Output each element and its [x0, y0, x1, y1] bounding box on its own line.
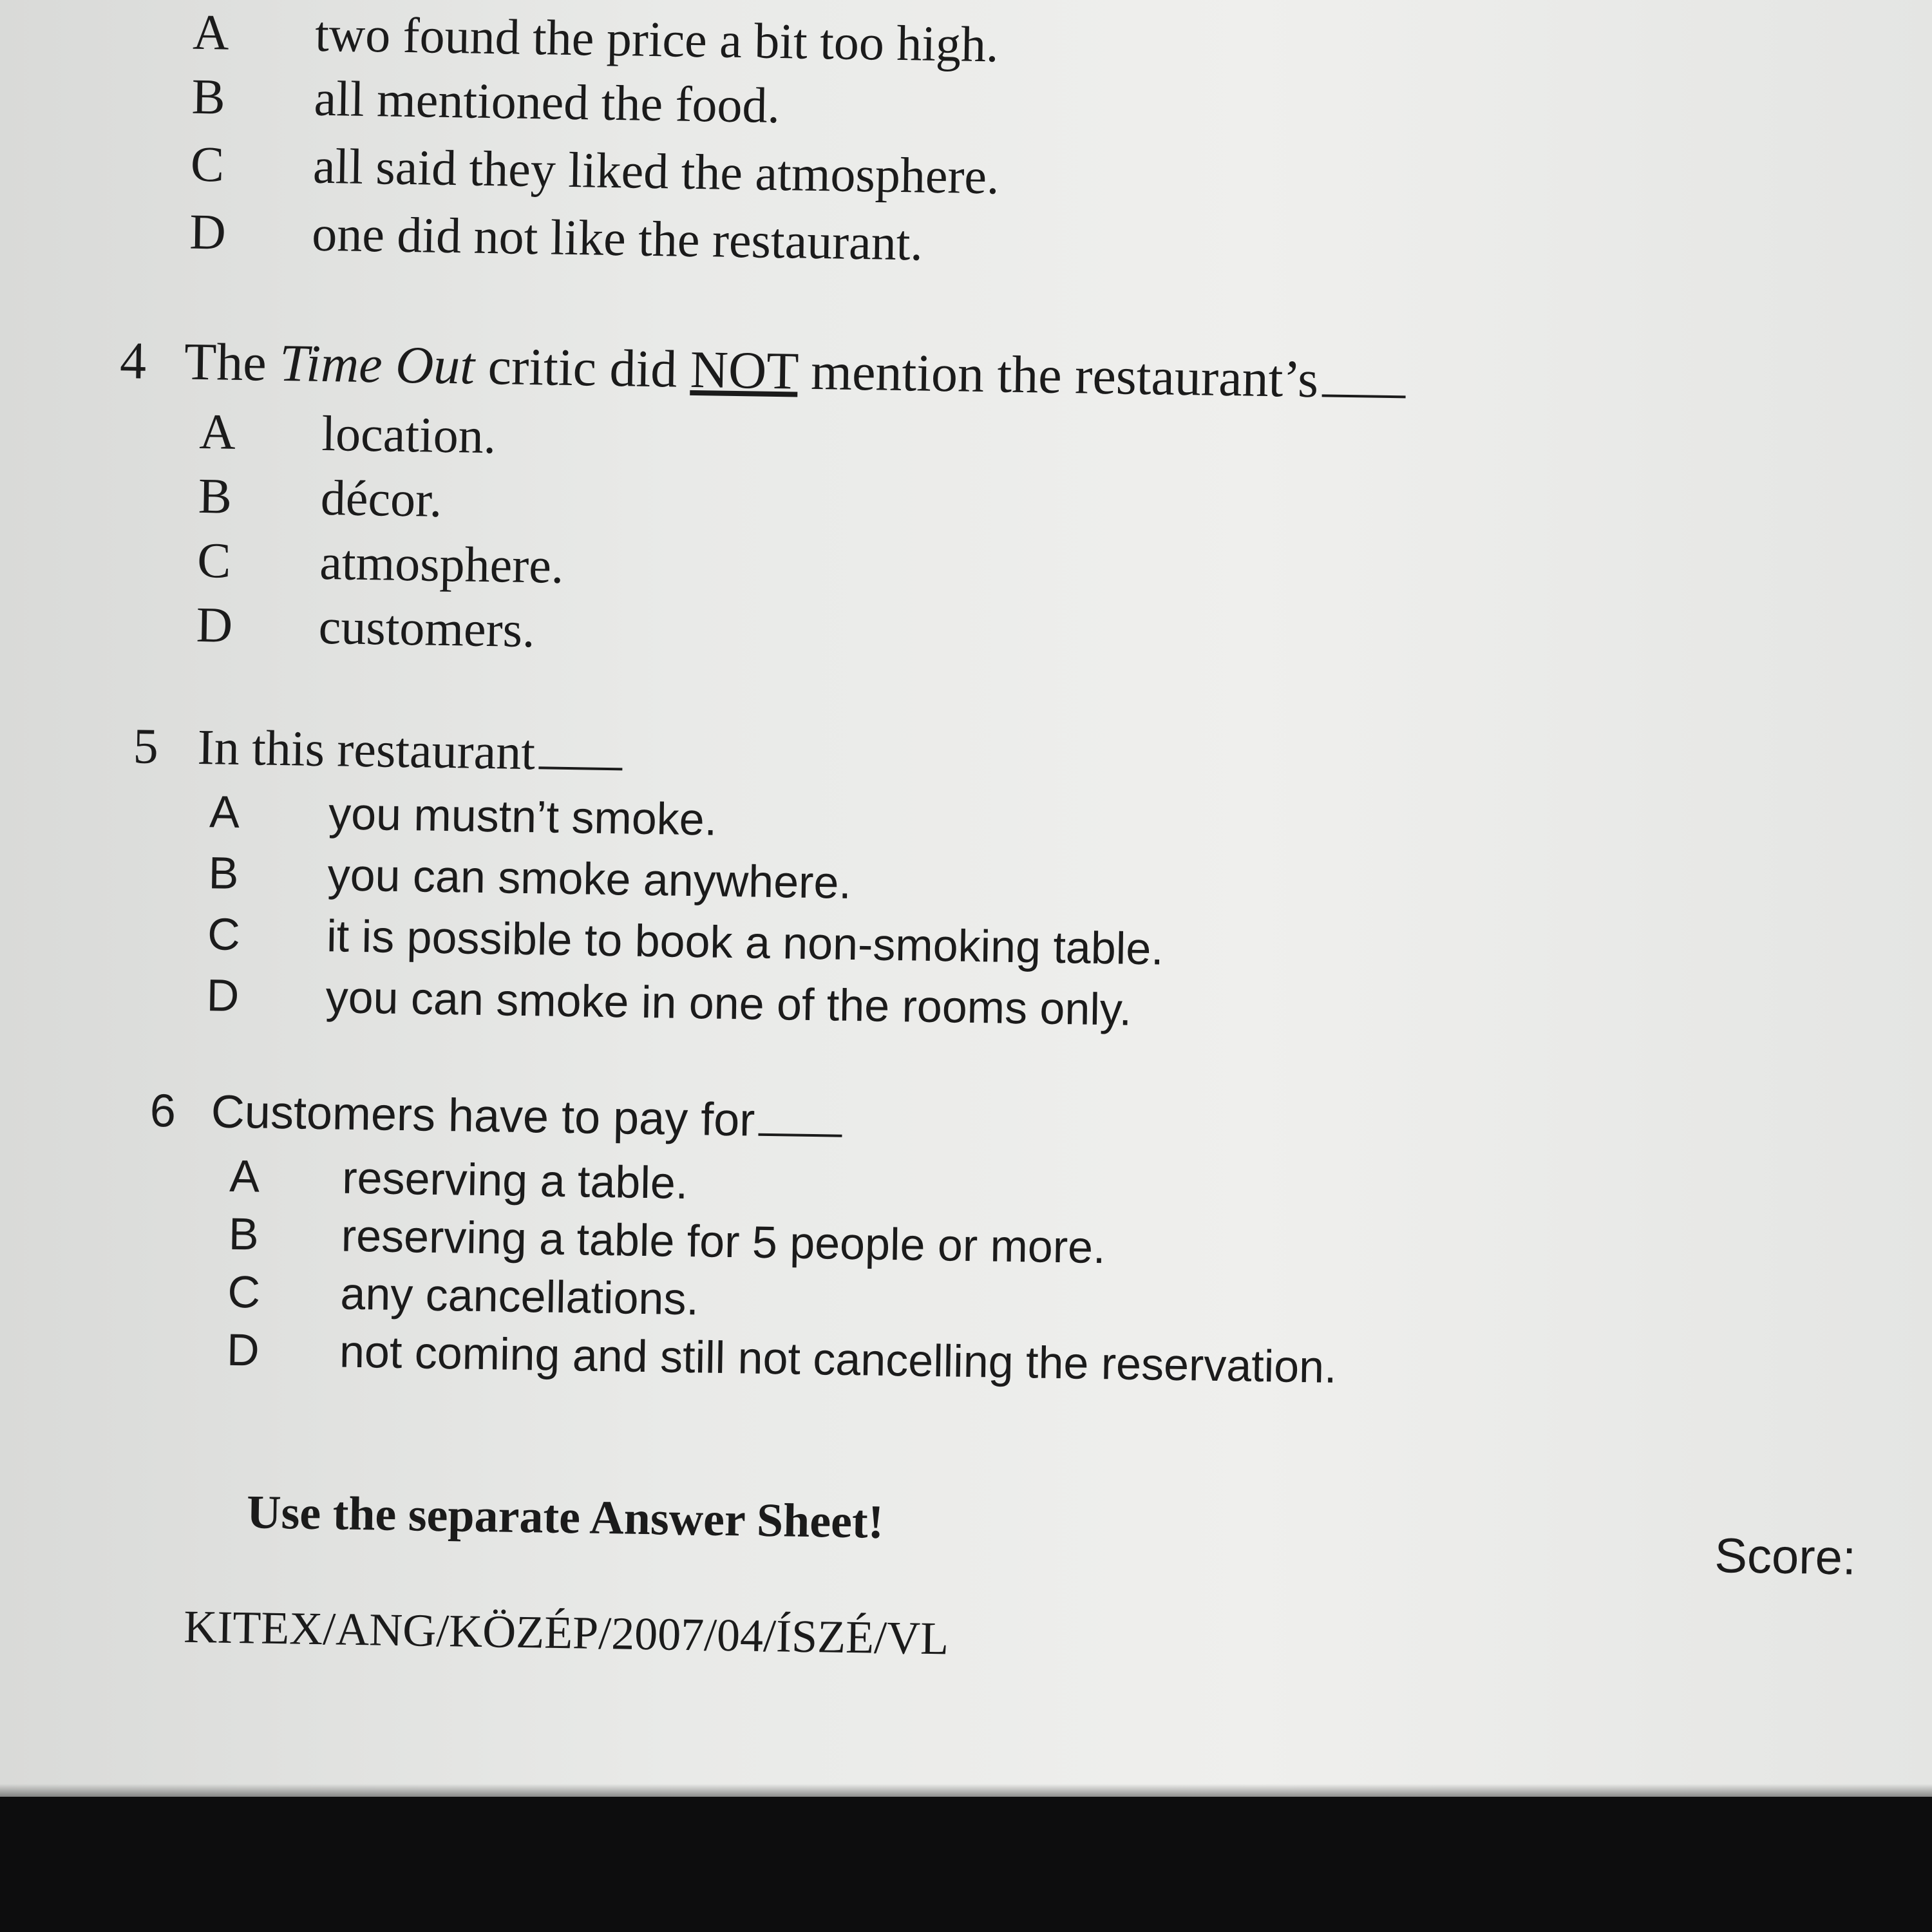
- option-text: reserving a table for 5 people or more.: [341, 1210, 1106, 1273]
- option-text: reserving a table.: [341, 1152, 688, 1209]
- option-letter: D: [196, 596, 233, 653]
- stem-text: mention the restaurant’s: [797, 341, 1319, 409]
- answer-sheet-instruction: Use the separate Answer Sheet!: [246, 1486, 884, 1549]
- stem-underlined-word: NOT: [690, 339, 799, 401]
- option-text: location.: [321, 404, 497, 464]
- answer-blank: [1322, 368, 1406, 398]
- option-text: any cancellations.: [339, 1268, 699, 1325]
- option-text: it is possible to book a non-smoking table.: [326, 911, 1164, 974]
- exam-code: KITEX/ANG/KÖZÉP/2007/04/ÍSZÉ/VL: [183, 1600, 949, 1665]
- option-letter: A: [198, 402, 236, 460]
- option-letter: D: [206, 970, 240, 1021]
- question-3-options: [0, 0, 1932, 271]
- option-text: customers.: [318, 598, 536, 658]
- score-label: Score:: [1714, 1528, 1857, 1586]
- question-number: 5: [133, 717, 159, 774]
- answer-blank: [539, 741, 623, 770]
- stem-text: critic did: [474, 336, 691, 399]
- option-letter: B: [191, 68, 226, 125]
- option-letter: A: [209, 786, 240, 837]
- question-number: 6: [149, 1084, 176, 1137]
- option-text: all said they liked the atmosphere.: [312, 137, 1000, 205]
- option-text: all mentioned the food.: [313, 70, 781, 134]
- option-text: atmosphere.: [319, 533, 565, 594]
- question-4-stem: [119, 330, 1406, 411]
- question-6-stem: [149, 1084, 843, 1148]
- option-letter: C: [196, 531, 232, 589]
- option-text: décor.: [320, 469, 443, 527]
- option-letter: C: [227, 1266, 261, 1318]
- question-5-stem: [133, 717, 623, 782]
- option-letter: B: [198, 467, 232, 524]
- option-letter: D: [189, 203, 227, 260]
- option-text: you can smoke in one of the rooms only.: [325, 972, 1132, 1035]
- stem-text: Customers have to pay for: [211, 1086, 755, 1146]
- stem-text: The: [184, 332, 280, 392]
- option-text: one did not like the restaurant.: [311, 205, 923, 271]
- option-text: two found the price a bit too high.: [314, 5, 999, 73]
- option-letter: B: [208, 848, 240, 898]
- option-letter: B: [228, 1208, 260, 1260]
- monitor-bezel: [0, 1797, 1932, 1932]
- stem-text: In this restaurant: [197, 718, 536, 781]
- answer-blank: [759, 1108, 843, 1137]
- option-letter: A: [192, 3, 230, 61]
- option-text: not coming and still not cancelling the reservation.: [339, 1326, 1338, 1392]
- option-text: you can smoke anywhere.: [327, 849, 852, 908]
- option-letter: C: [207, 909, 241, 960]
- option-letter: D: [226, 1324, 260, 1376]
- question-number: 4: [119, 330, 147, 390]
- stem-italic-title: Time Out: [279, 333, 475, 395]
- option-text: you mustn’t smoke.: [328, 788, 717, 845]
- option-letter: A: [229, 1150, 260, 1202]
- option-letter: C: [190, 135, 225, 193]
